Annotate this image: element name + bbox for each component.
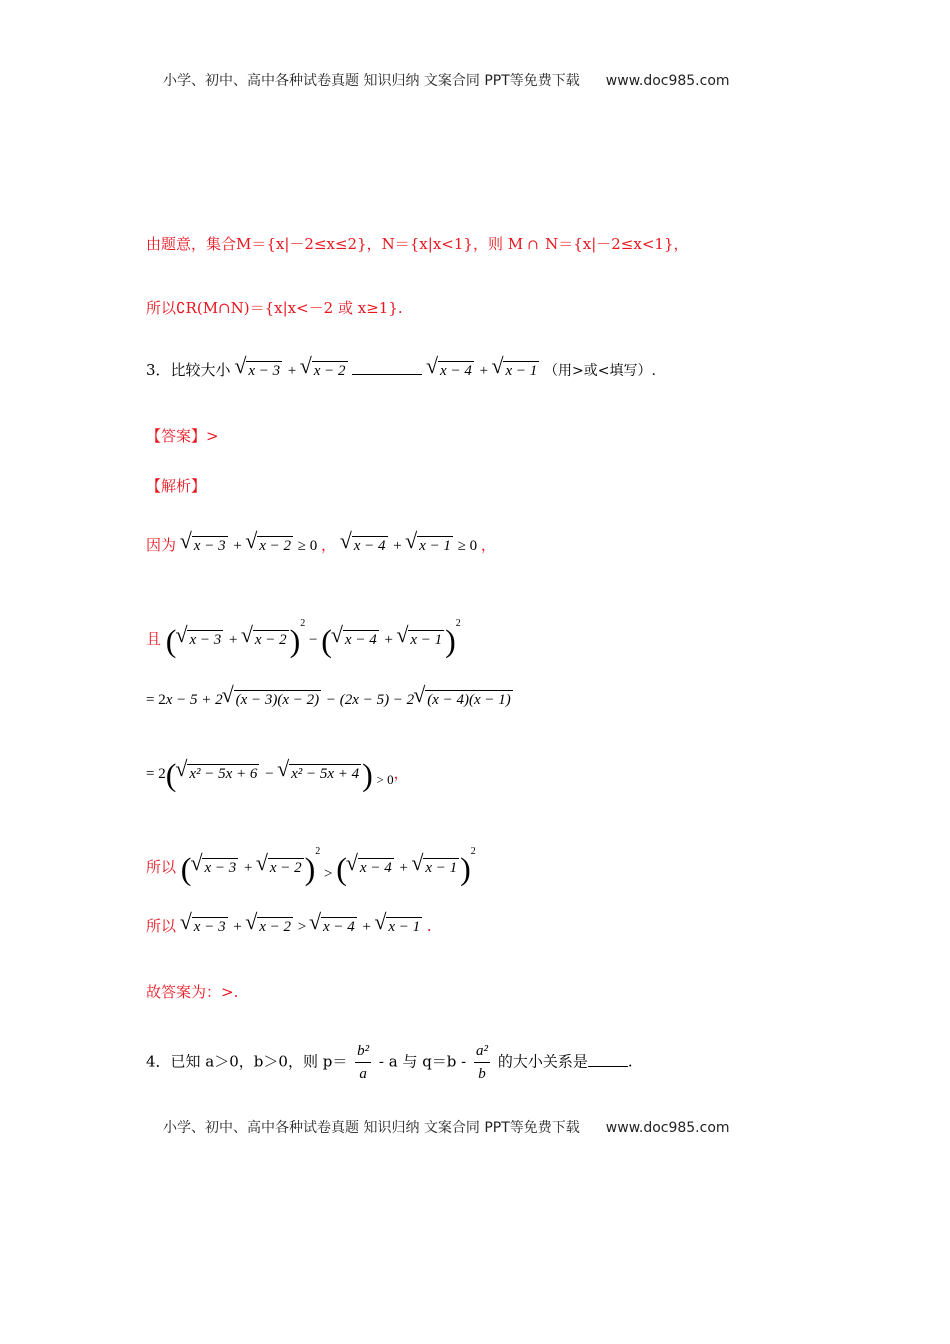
q3-prefix: 3．比较大小 bbox=[146, 361, 231, 379]
step-5-prefix: 所以 bbox=[146, 858, 177, 876]
s1-term-1: x − 3 bbox=[193, 538, 226, 554]
q4-frac1-num: b² bbox=[355, 1040, 371, 1063]
q4-suffix: 的大小关系是 bbox=[497, 1052, 588, 1071]
solution-line-1-b: N＝{x|－2≤x<1}， bbox=[545, 235, 689, 253]
solution-line-1 bbox=[146, 232, 689, 256]
header-url: www.doc985.com bbox=[605, 73, 730, 89]
s1-term-4: x − 1 bbox=[419, 538, 451, 554]
s3-rad-1: (x − 3)(x − 2) bbox=[235, 692, 320, 708]
s6-term-3: x − 4 bbox=[322, 919, 355, 935]
answer-blank[interactable] bbox=[352, 360, 422, 375]
q3-right-term-1: x − 4 bbox=[440, 363, 472, 379]
s2-term-3: x − 4 bbox=[344, 632, 377, 648]
q4-prefix: 4．已知 a＞0，b＞0，则 p＝ bbox=[146, 1052, 348, 1071]
s1-ge0-b: ≥ 0 bbox=[457, 538, 478, 554]
footer-url: www.doc985.com bbox=[605, 1120, 730, 1136]
q4-frac2-num: a² bbox=[474, 1040, 490, 1063]
step-5: 所以 (√ x − 3 + √ x − 2)$^2$ > (√ x − 4 + √ x − 1)$^2$ bbox=[146, 840, 476, 886]
q4-fraction-1 bbox=[355, 1040, 371, 1085]
s1-term-3: x − 4 bbox=[353, 538, 386, 554]
q4-frac1-den: a bbox=[359, 1066, 367, 1082]
s6-term-1: x − 3 bbox=[193, 919, 226, 935]
q3-left-term-2: x − 2 bbox=[313, 363, 346, 379]
intersection-symbol: ∩ bbox=[527, 237, 539, 253]
step-2: 且 (√ x − 3 + √ x − 2)$^2$ − (√ x − 4 + √ x − 1)$^2$ bbox=[146, 612, 461, 653]
question-4: 4．已知 a＞0，b＞0，则 p＝ $\frac{\text{b²}}{a}$ - a 与 q＝b - $\frac{\text{a²}}{b}$ 的大小关系是 . bbox=[146, 1040, 633, 1085]
s5-term-4: x − 1 bbox=[425, 860, 458, 876]
q4-mid: - a 与 q＝b - bbox=[378, 1052, 467, 1071]
step-4: = 2(√ x² − 5x + 6 − √ x² − 5x + 4) > 0， bbox=[146, 762, 409, 792]
s2-term-1: x − 3 bbox=[189, 632, 222, 648]
solution-line-2: 所以∁R(M∩N)＝{x|x<－2 或 x≥1}. bbox=[146, 299, 403, 317]
s5-term-3: x − 4 bbox=[359, 860, 392, 876]
q3-left-term-1: x − 3 bbox=[248, 363, 281, 379]
analysis-label: 【解析】 bbox=[146, 477, 207, 495]
s1-ge0-a: ≥ 0 bbox=[297, 538, 318, 554]
step-1-prefix: 因为 bbox=[146, 536, 177, 554]
q4-fraction-2 bbox=[474, 1040, 490, 1085]
step-2-prefix: 且 bbox=[146, 630, 162, 648]
step-6-prefix: 所以 bbox=[146, 917, 177, 935]
page-header bbox=[163, 70, 730, 90]
solution-line-1-a: 由题意，集合M＝{x|－2≤x≤2}，N＝{x|x<1}，则 M bbox=[146, 235, 524, 253]
s4-tail: > 0 bbox=[376, 772, 394, 787]
s1-term-2: x − 2 bbox=[259, 538, 291, 554]
footer-text: 小学、初中、高中各种试卷真题 知识归纳 文案合同 PPT等免费下载 bbox=[163, 1120, 580, 1136]
header-text: 小学、初中、高中各种试卷真题 知识归纳 文案合同 PPT等免费下载 bbox=[163, 73, 580, 89]
question-3: 3．比较大小 √ x − 3 + √ x − 2 √ x − 4 + √ x − 1 （用>或<填写）. bbox=[146, 358, 656, 383]
answer-label: 【答案】> bbox=[146, 427, 219, 445]
q4-frac2-den: b bbox=[478, 1066, 486, 1082]
step-1: 因为 √ x − 3 + √ x − 2 ≥ 0 ， √ x − 4 + √ x − 1 ≥ 0 ， bbox=[146, 533, 496, 558]
conclusion: 故答案为：>. bbox=[146, 983, 239, 1001]
q3-suffix: （用>或<填写）. bbox=[543, 363, 656, 379]
s5-term-1: x − 3 bbox=[204, 860, 237, 876]
s5-term-2: x − 2 bbox=[269, 860, 302, 876]
s3-rad-2: (x − 4)(x − 1) bbox=[427, 692, 511, 708]
s2-term-4: x − 1 bbox=[410, 632, 443, 648]
q3-right-term-2: x − 1 bbox=[505, 363, 538, 379]
s2-term-2: x − 2 bbox=[254, 632, 287, 648]
page-footer bbox=[163, 1117, 730, 1137]
step-3: = 2x − 5 + 2√ (x − 3)(x − 2) − (2x − 5) − 2√ (x − 4)(x − 1) bbox=[146, 688, 514, 712]
step-6: 所以 √ x − 3 + √ x − 2 > √ x − 4 + √ x − 1 . bbox=[146, 914, 432, 939]
s6-term-2: x − 2 bbox=[259, 919, 291, 935]
s6-term-4: x − 1 bbox=[388, 919, 421, 935]
q4-answer-blank[interactable] bbox=[588, 1052, 628, 1067]
s4-rad-1: x² − 5x + 6 bbox=[189, 766, 258, 782]
s4-rad-2: x² − 5x + 4 bbox=[291, 766, 360, 782]
